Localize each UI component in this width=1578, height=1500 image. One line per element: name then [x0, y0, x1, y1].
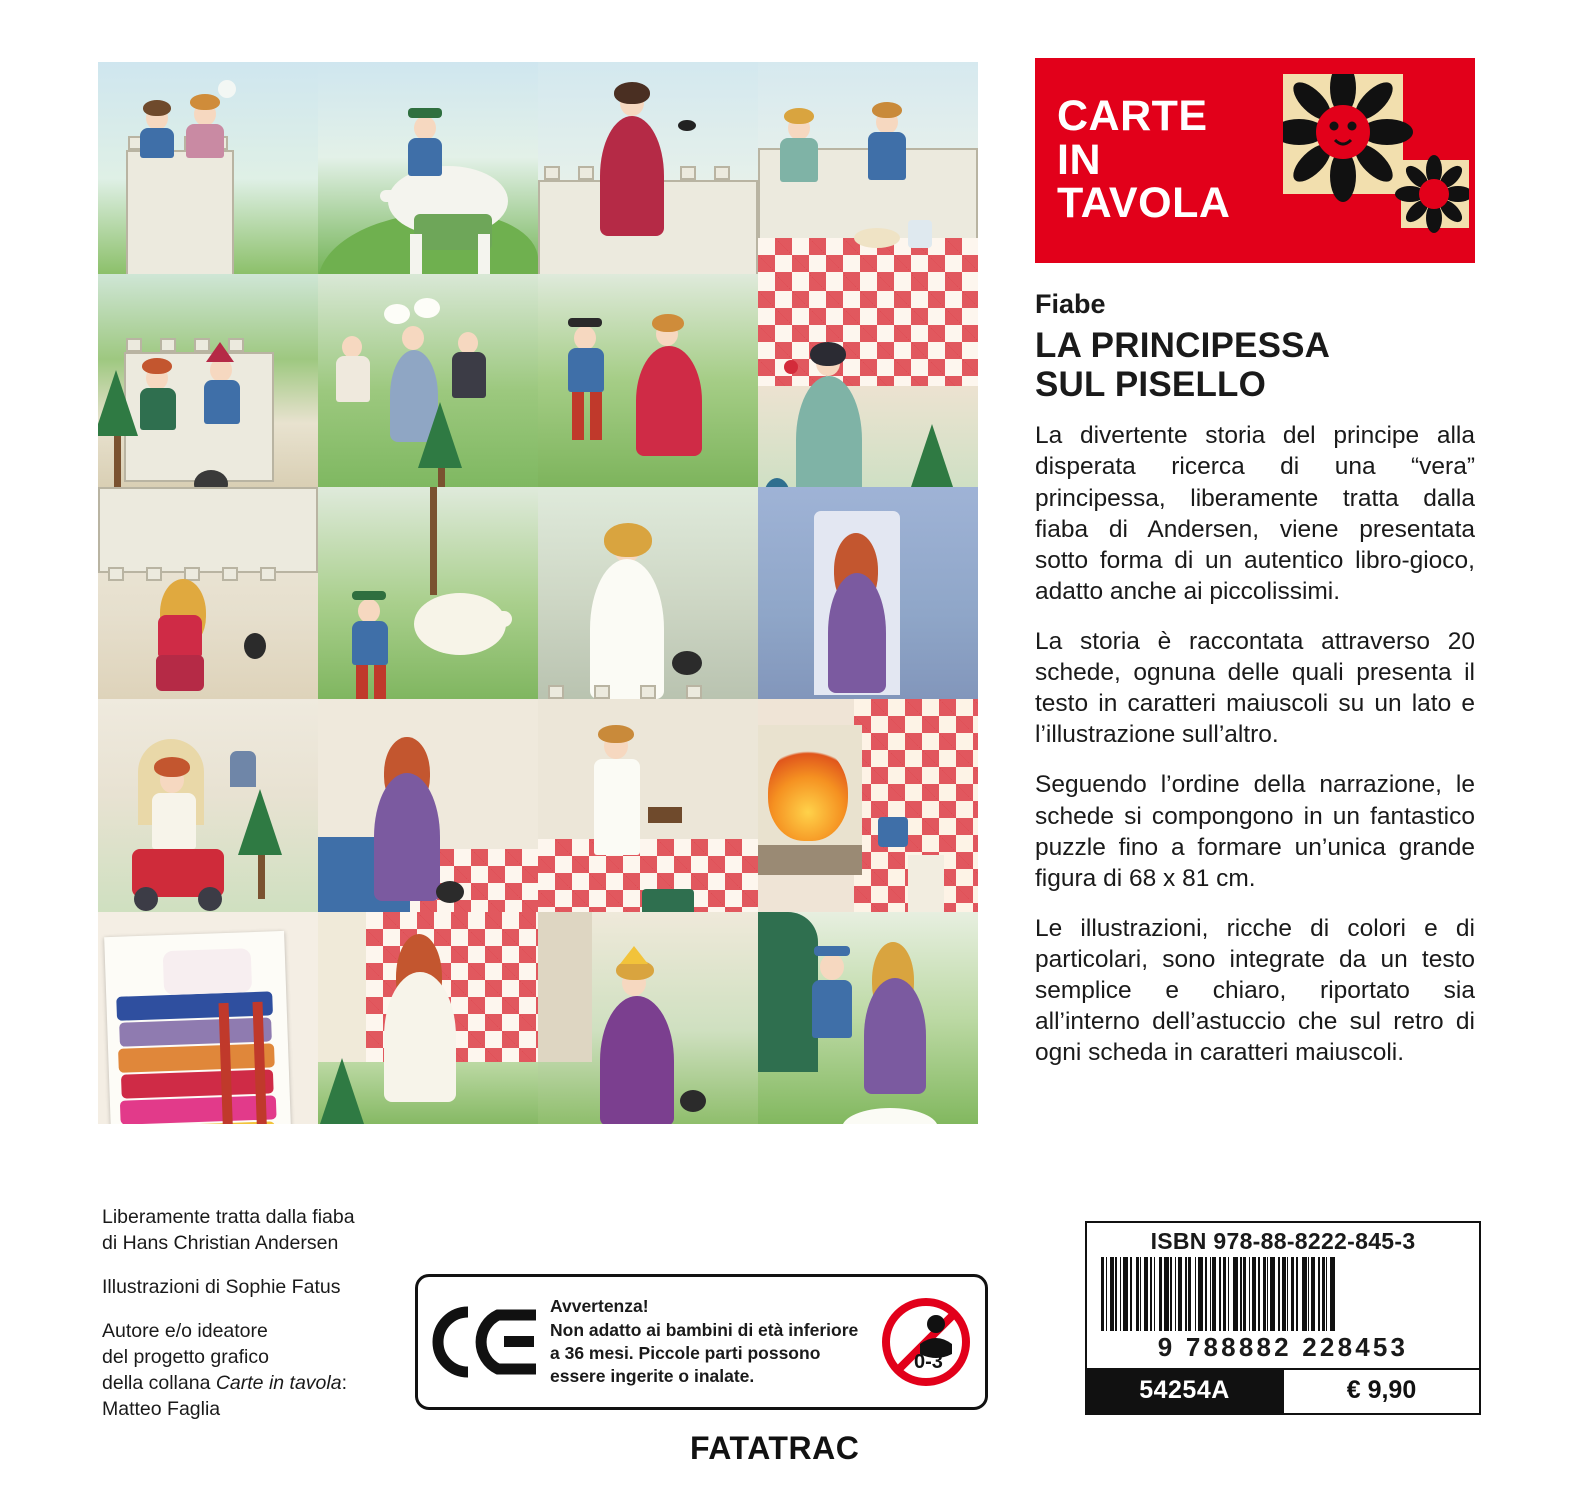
credit-designer-line3: della collana — [102, 1371, 216, 1394]
puzzle-cell — [758, 487, 978, 699]
puzzle-cell — [538, 912, 758, 1124]
isbn-text: ISBN 978-88-8222-845-3 — [1150, 1228, 1416, 1254]
credit-designer — [102, 1319, 402, 1423]
puzzle-cell — [98, 912, 318, 1124]
credit-source — [102, 1205, 402, 1257]
brand-line-2: IN — [1057, 135, 1101, 184]
credit-source-line2: di Hans Christian Andersen — [102, 1231, 339, 1254]
no-children-under-3-icon — [867, 1290, 985, 1394]
description-paragraph: Seguendo l’ordine della narrazione, le schede si compongono in un fantastico puzzle fino a formare un’unica grande figura di 68 x 81 cm. — [1035, 771, 1475, 892]
credit-collection-name: Carte in tavola — [215, 1371, 342, 1394]
puzzle-cell — [758, 274, 978, 486]
credits-block — [102, 1205, 402, 1440]
flower-rosette-icon — [1283, 74, 1469, 250]
description-paragraph: La storia è raccontata attraverso 20 schede, ognuna delle quali presenta il testo in caratteri maiuscoli su un lato e l’illustrazione sull’altro. — [1035, 628, 1475, 749]
brand-wordmark — [1035, 91, 1231, 228]
price-row — [1087, 1368, 1479, 1413]
brand-block — [1035, 58, 1475, 263]
description-block — [1035, 420, 1475, 1068]
credit-illustrations: Illustrazioni di Sophie Fatus — [102, 1275, 341, 1298]
puzzle-cell — [758, 912, 978, 1124]
warning-line3: essere ingerite o inalate. — [550, 1366, 755, 1387]
puzzle-cell — [318, 912, 538, 1124]
puzzle-cell — [318, 487, 538, 699]
page-title — [1035, 326, 1475, 404]
credit-designer-line1: Autore e/o ideatore — [102, 1319, 268, 1342]
puzzle-cell — [98, 699, 318, 911]
warning-text — [550, 1295, 867, 1388]
right-column — [1035, 58, 1475, 1087]
title-line-2: SUL PISELLO — [1035, 365, 1267, 405]
credit-designer-name: Matteo Faglia — [102, 1397, 221, 1420]
puzzle-cell — [318, 699, 538, 911]
warning-heading: Avvertenza! — [550, 1296, 649, 1317]
puzzle-cell — [758, 62, 978, 274]
description-paragraph: Le illustrazioni, ricche di colori e di particolari, sono integrate da un testo semplice e chiaro, riportato sia all’interno dell’astuccio che sul retro di ogni scheda in caratteri maiuscoli. — [1035, 914, 1475, 1067]
product-code: 54254A — [1087, 1370, 1282, 1413]
puzzle-cell — [758, 699, 978, 911]
ce-mark-icon — [418, 1302, 550, 1382]
warning-line2: a 36 mesi. Piccole parti possono — [550, 1343, 821, 1363]
credit-designer-line2: del progetto grafico — [102, 1345, 269, 1368]
credit-designer-colon: : — [341, 1371, 347, 1394]
puzzle-cell — [98, 62, 318, 274]
barcode-icon — [1101, 1257, 1465, 1331]
series-label: Fiabe — [1035, 289, 1106, 319]
puzzle-cell — [98, 487, 318, 699]
warning-line1: Non adatto ai bambini di età inferiore — [550, 1319, 859, 1340]
puzzle-grid — [98, 62, 978, 1124]
puzzle-cell — [318, 274, 538, 486]
puzzle-cell — [318, 62, 538, 274]
puzzle-cell — [538, 274, 758, 486]
price: € 9,90 — [1282, 1370, 1479, 1413]
puzzle-cell — [538, 699, 758, 911]
barcode-block — [1085, 1221, 1481, 1415]
puzzle-cell — [538, 487, 758, 699]
credit-source-line1: Liberamente tratta dalla fiaba — [102, 1206, 355, 1228]
warning-box — [415, 1274, 988, 1410]
puzzle-cell — [98, 274, 318, 486]
publisher-logo: FATATRAC — [690, 1430, 860, 1466]
brand-line-3: TAVOLA — [1057, 179, 1231, 228]
ean-digits: 9 788882 228453 — [1157, 1332, 1409, 1362]
title-line-1: LA PRINCIPESSA — [1035, 326, 1331, 365]
brand-line-1: CARTE — [1057, 91, 1208, 140]
description-paragraph: La divertente storia del principe alla disperata ricerca di una “vera” principessa, liberamente tratta dalla fiaba di Andersen, viene presentata sotto forma di un autentico libro-gioco, adatto anche ai piccolissimi. — [1035, 422, 1475, 605]
svg-text:0-3: 0-3 — [914, 1351, 943, 1373]
puzzle-illustration-grid — [98, 62, 978, 1124]
puzzle-cell — [538, 62, 758, 274]
